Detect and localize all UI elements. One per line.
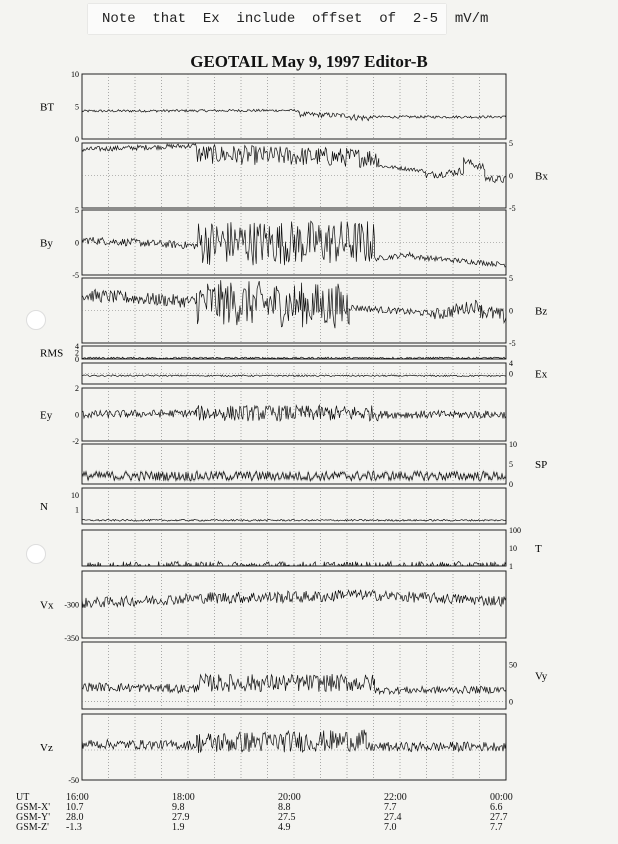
axis-value: 7.7 <box>384 802 397 813</box>
panel-label: Ex <box>535 368 548 381</box>
panel-label: Bx <box>535 170 548 183</box>
tick-label: 10 <box>71 490 79 500</box>
tick-label: 100 <box>509 526 521 535</box>
panel-rms <box>40 342 506 364</box>
axis-row-label: GSM-Y' <box>16 812 51 823</box>
axis-value: 22:00 <box>384 792 407 803</box>
axis-value: 00:00 <box>490 792 513 803</box>
panel-label: Vy <box>535 670 548 683</box>
tick-label: 10 <box>509 440 517 449</box>
axis-value: 7.0 <box>384 822 397 833</box>
tick-label: 0 <box>75 238 79 248</box>
tick-label: 0 <box>509 306 513 316</box>
panel-n <box>40 488 506 524</box>
tick-label: -5 <box>509 339 516 348</box>
axis-value: 1.9 <box>172 822 185 833</box>
tick-label: 0 <box>75 410 79 420</box>
offset-note: Note that Ex include offset of 2-5 mV/m <box>88 4 446 34</box>
tick-label: 10 <box>509 544 517 553</box>
axis-value: 27.4 <box>384 812 402 823</box>
axis-value: 16:00 <box>66 792 89 803</box>
tick-label: -5 <box>72 271 79 280</box>
panel-label: Ey <box>40 409 53 422</box>
tick-label: -50 <box>68 776 79 785</box>
axis-value: 10.7 <box>66 802 84 813</box>
tick-label: 5 <box>509 274 513 283</box>
tick-label: 0 <box>75 355 79 364</box>
axis-value: 7.7 <box>490 822 503 833</box>
tick-label: -2 <box>72 437 79 446</box>
panel-label: By <box>40 237 53 250</box>
tick-label: -300 <box>64 600 79 610</box>
axis-value: 20:00 <box>278 792 301 803</box>
axis-value: 27.7 <box>490 812 508 823</box>
panel-vy <box>82 642 548 709</box>
panel-sp <box>82 440 547 489</box>
axis-value: 27.9 <box>172 812 190 823</box>
panel-vx <box>40 571 506 643</box>
tick-label: -350 <box>64 634 79 643</box>
axis-row-label: GSM-X' <box>16 802 51 813</box>
axis-value: 28.0 <box>66 812 84 823</box>
tick-label: 5 <box>75 102 79 112</box>
panel-by <box>40 206 506 280</box>
series-line-ey <box>82 405 506 421</box>
panel-label: Bz <box>535 305 548 318</box>
axis-value: 4.9 <box>278 822 291 833</box>
tick-label: 2 <box>75 384 79 393</box>
panel-ex <box>82 359 548 384</box>
axis-value: 18:00 <box>172 792 195 803</box>
tick-label: 5 <box>509 460 513 469</box>
plot-title: GEOTAIL May 9, 1997 Editor-B <box>190 52 428 71</box>
panel-label: Vx <box>40 599 54 612</box>
tick-label: 0 <box>509 697 513 707</box>
panel-label: N <box>40 501 48 513</box>
series-line-n <box>82 519 506 521</box>
axis-value: 8.8 <box>278 802 291 813</box>
tick-label: 50 <box>509 660 517 670</box>
tick-label: 4 <box>509 359 513 368</box>
tick-label: 5 <box>75 206 79 215</box>
tick-label: 2 <box>75 348 79 358</box>
panel-label: T <box>535 543 542 555</box>
tick-label: 4 <box>75 342 79 351</box>
panel-vz <box>40 714 506 785</box>
axis-value: 9.8 <box>172 802 185 813</box>
panel-label: BT <box>40 101 55 114</box>
series-line-sp <box>82 471 506 481</box>
axis-value: 27.5 <box>278 812 296 823</box>
tick-label: 10 <box>71 70 79 79</box>
tick-label: 1 <box>75 505 79 515</box>
axis-row-label: UT <box>16 792 30 803</box>
panel-label: SP <box>535 459 548 471</box>
tick-label: 5 <box>509 139 513 148</box>
tick-label: -5 <box>509 204 516 213</box>
tick-label: 0 <box>509 171 513 181</box>
axis-value: -1.3 <box>66 822 82 833</box>
panel-bx <box>82 139 548 213</box>
panel-t <box>82 526 542 571</box>
panel-ey <box>40 384 506 446</box>
axis-value: 6.6 <box>490 802 503 813</box>
panel-label: RMS <box>40 347 64 360</box>
tick-label: 0 <box>75 135 79 144</box>
tick-label: 1 <box>509 562 513 571</box>
tick-label: 0 <box>509 369 513 379</box>
panel-bz <box>82 274 547 348</box>
axis-row-label: GSM-Z' <box>16 822 49 833</box>
tick-label: 0 <box>509 480 513 489</box>
panel-label: Vz <box>40 742 53 754</box>
panel-bt <box>40 70 506 144</box>
